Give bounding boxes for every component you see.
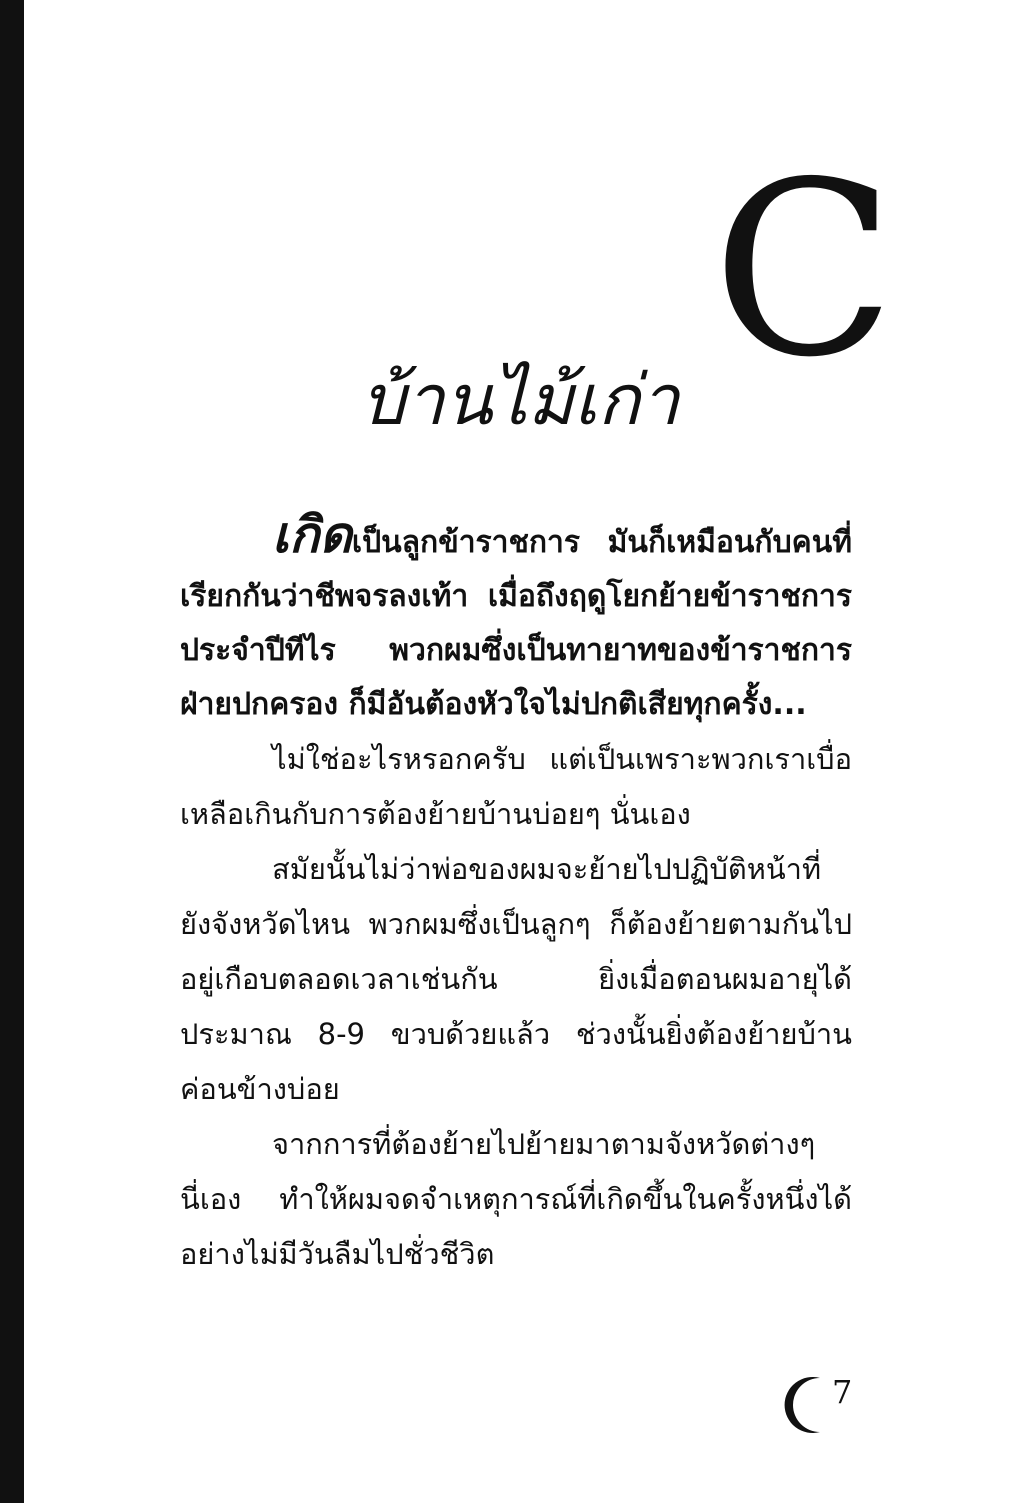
opening-paragraph — [180, 505, 852, 732]
chapter-title: บ้านไม้เก่า — [360, 359, 680, 441]
opening-drop-word: เกิด — [272, 505, 352, 564]
paragraph: สมัยนั้นไม่ว่าพ่อของผมจะย้ายไปปฏิบัติหน้าที่ยังจังหวัดไหน พวกผมซึ่งเป็นลูกๆ ก็ต้องย้ายตามกันไปอยู่เกือบตลอดเวลาเช่นกัน ยิ่งเมื่อตอนผมอายุได้ประมาณ 8-9 ขวบด้วยแล้ว ช่วงนั้นยิ่งต้องย้ายบ้านค่อนข้างบ่อย — [180, 852, 852, 1106]
body-text — [180, 505, 852, 1282]
opening-text: เป็นลูกข้าราชการ มันก็เหมือนกับคนที่เรียกกันว่าชีพจรลงเท้า เมื่อถึงฤดูโยกย้ายข้าราชการประจำปีทีไร พวกผมซึ่งเป็นทายาทของข้าราชการฝ่ายปกครอง ก็มีอันต้องหัวใจไม่ปกติเสียทุกครั้ง... — [180, 525, 852, 722]
page-spine-edge — [0, 0, 24, 1503]
chapter-mark: C — [712, 130, 896, 410]
paragraph: จากการที่ต้องย้ายไปย้ายมาตามจังหวัดต่างๆ นี่เอง ทำให้ผมจดจำเหตุการณ์ที่เกิดขึ้นในครั้งหนึ่งได้อย่างไม่มีวันลืมไปชั่วชีวิต — [180, 1127, 852, 1271]
page-number: 7 — [832, 1373, 853, 1411]
page-footer — [778, 1372, 858, 1442]
paragraph: ไม่ใช่อะไรหรอกครับ แต่เป็นเพราะพวกเราเบื่อเหลือเกินกับการต้องย้ายบ้านบ่อยๆ นั่นเอง — [180, 742, 852, 831]
